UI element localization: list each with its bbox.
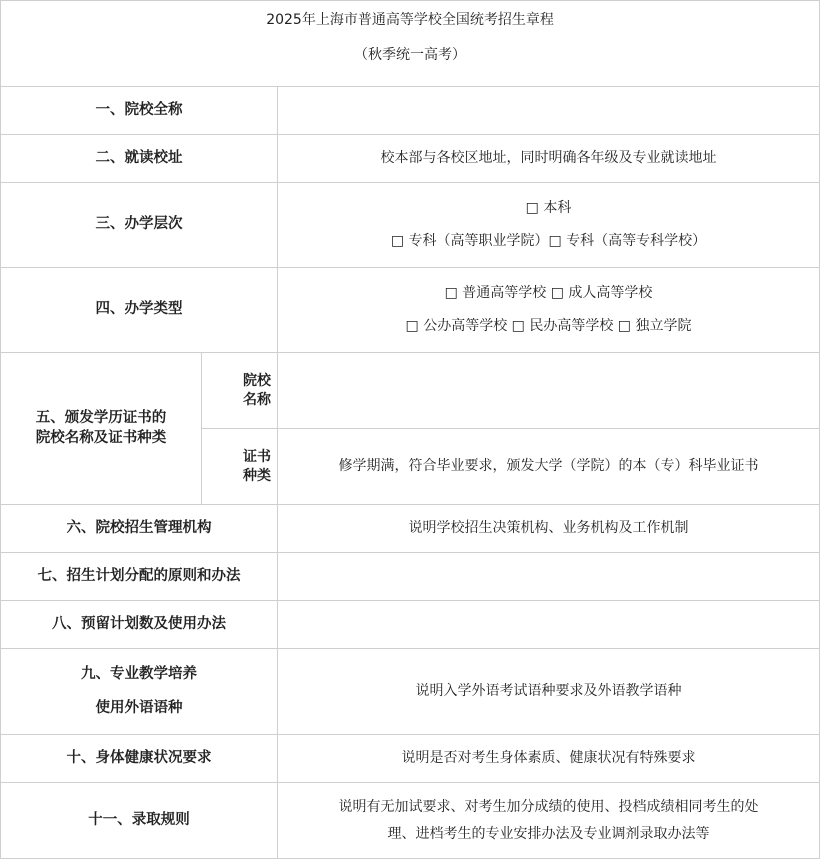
row-school-name [1,87,820,135]
option-line: □ 专科（高等职业学院）□ 专科（高等专科学校） [390,233,707,249]
title-line-1: 2025年上海市普通高等学校全国统考招生章程 [266,12,554,28]
row-content [278,553,820,601]
row-content: 修学期满，符合毕业要求，颁发大学（学院）的本（专）科毕业证书 [278,429,820,505]
sub-label-school-name [202,353,278,429]
option-line: □ 普通高等学校 □ 成人高等学校 [444,285,653,302]
row-admission-office [1,505,820,553]
row-label: 十一、录取规则 [1,783,278,859]
label-line: 名称 [243,391,271,408]
row-content: 说明入学外语考试语种要求及外语教学语种 [278,649,820,735]
document-title [1,1,820,87]
row-certificate-school [1,353,820,429]
row-content [278,183,820,268]
sub-label-certificate-type [202,429,278,505]
row-health-requirements [1,735,820,783]
label-line: 使用外语语种 [95,699,183,716]
row-content [278,87,820,135]
label-line: 院校 [243,372,271,389]
row-admission-rules [1,783,820,859]
title-row [1,1,820,87]
row-content [278,783,820,859]
row-content [278,353,820,429]
title-line-2: （秋季统一高考） [354,46,467,63]
row-content: 说明学校招生决策机构、业务机构及工作机制 [278,505,820,553]
row-plan-allocation [1,553,820,601]
label-line: 院校名称及证书种类 [35,429,167,446]
row-label [1,353,202,505]
row-reserved-plan [1,601,820,649]
row-campus-address [1,135,820,183]
row-content: 说明是否对考生身体素质、健康状况有特殊要求 [278,735,820,783]
row-label: 四、办学类型 [1,268,278,353]
row-school-type [1,268,820,353]
row-label: 一、院校全称 [1,87,278,135]
row-content [278,601,820,649]
row-foreign-language [1,649,820,735]
label-line: 九、专业教学培养 [81,665,197,682]
option-line: □ 本科 [525,200,572,217]
row-content: 校本部与各校区地址，同时明确各年级及专业就读地址 [278,135,820,183]
label-line: 五、颁发学历证书的 [35,409,167,426]
row-label: 七、招生计划分配的原则和办法 [1,553,278,601]
content-line: 理、进档考生的专业安排办法及专业调剂录取办法等 [387,825,710,842]
row-label: 十、身体健康状况要求 [1,735,278,783]
row-label: 三、办学层次 [1,183,278,268]
content-line: 说明有无加试要求、对考生加分成绩的使用、投档成绩相同考生的处 [338,798,759,815]
row-label: 二、就读校址 [1,135,278,183]
row-label [1,649,278,735]
row-content [278,268,820,353]
label-line: 种类 [243,467,271,484]
row-education-level [1,183,820,268]
option-line: □ 公办高等学校 □ 民办高等学校 □ 独立学院 [405,318,692,334]
row-label: 六、院校招生管理机构 [1,505,278,553]
label-line: 证书 [243,448,271,465]
row-label: 八、预留计划数及使用办法 [1,601,278,649]
